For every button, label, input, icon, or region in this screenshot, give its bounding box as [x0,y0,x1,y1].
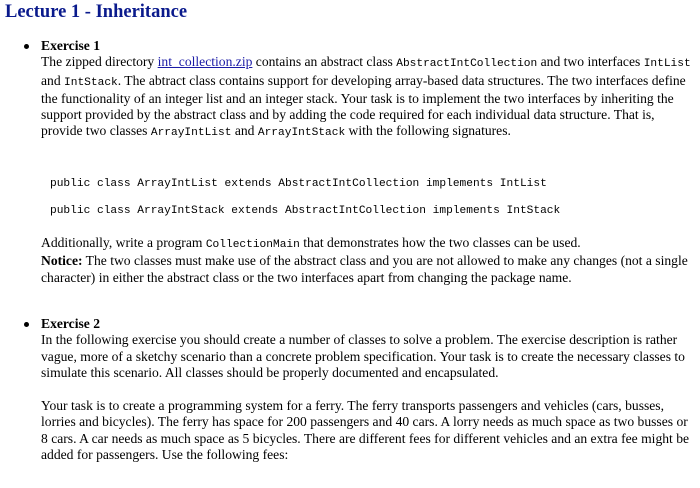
exercise-1-notice: Notice: The two classes must make use of the abstract class and you are not allowed to make any changes (not a single character) in either the abstract class or the two interfaces apart from changing the package name. [41,253,688,285]
code-signature-1: public class ArrayIntList extends AbstractIntCollection implements IntList [50,178,547,190]
exercise-2-scenario [41,398,693,463]
exercise-1-additional: Additionally, write a program CollectionMain that demonstrates how the two classes can be used. [41,235,581,251]
zip-download-link[interactable]: int_collection.zip [157,54,253,70]
exercise-1-description: The zipped directory int_collection.zip contains an abstract class AbstractIntCollection and two interfaces IntList and IntStack. The abtract class contains support for developing array-based data structures. The two interfaces define the functionality of an integer list and an integer stack. Your task is to implement the two interfaces by inheriting the support provided by the abstract class and by adding the code required for each individual data structure. That is, provide two classes ArrayIntList and ArrayIntStack with the following signatures. [41,54,691,140]
exercise-2-ferry-description: Your task is to create a programming system for a ferry. The ferry transports passengers and vehicles (cars, busses, lorries and bicycles). The ferry has space for 200 passengers and 40 cars. A lorry needs as much space as two busses or 8 cars. A car needs as much space as 5 bicycles. There are different fees for different vehicles and an extra fee might be added for passengers. Use the following fees: [41,398,690,462]
page-title: Lecture 1 - Inheritance [5,2,188,22]
code-signature-2: public class ArrayIntStack extends AbstractIntCollection implements IntStack [50,205,561,217]
exercise-1 [41,38,693,142]
exercise-1-notes [41,235,693,286]
bullet-icon [24,322,29,327]
exercise-1-heading: Exercise 1 [41,38,101,53]
exercise-2 [41,316,693,381]
signature-block-2 [41,203,693,219]
signature-block [41,176,693,192]
bullet-icon [24,44,29,49]
exercise-2-intro: In the following exercise you should create a number of classes to solve a problem. The exercise description is rather vague, more of a sketchy scenario than a concrete problem specification. Your task is to create the necessary classes to simulate this scenario. All classes should be properly documented and encapsulated. [41,332,685,380]
exercise-2-heading: Exercise 2 [41,316,101,331]
